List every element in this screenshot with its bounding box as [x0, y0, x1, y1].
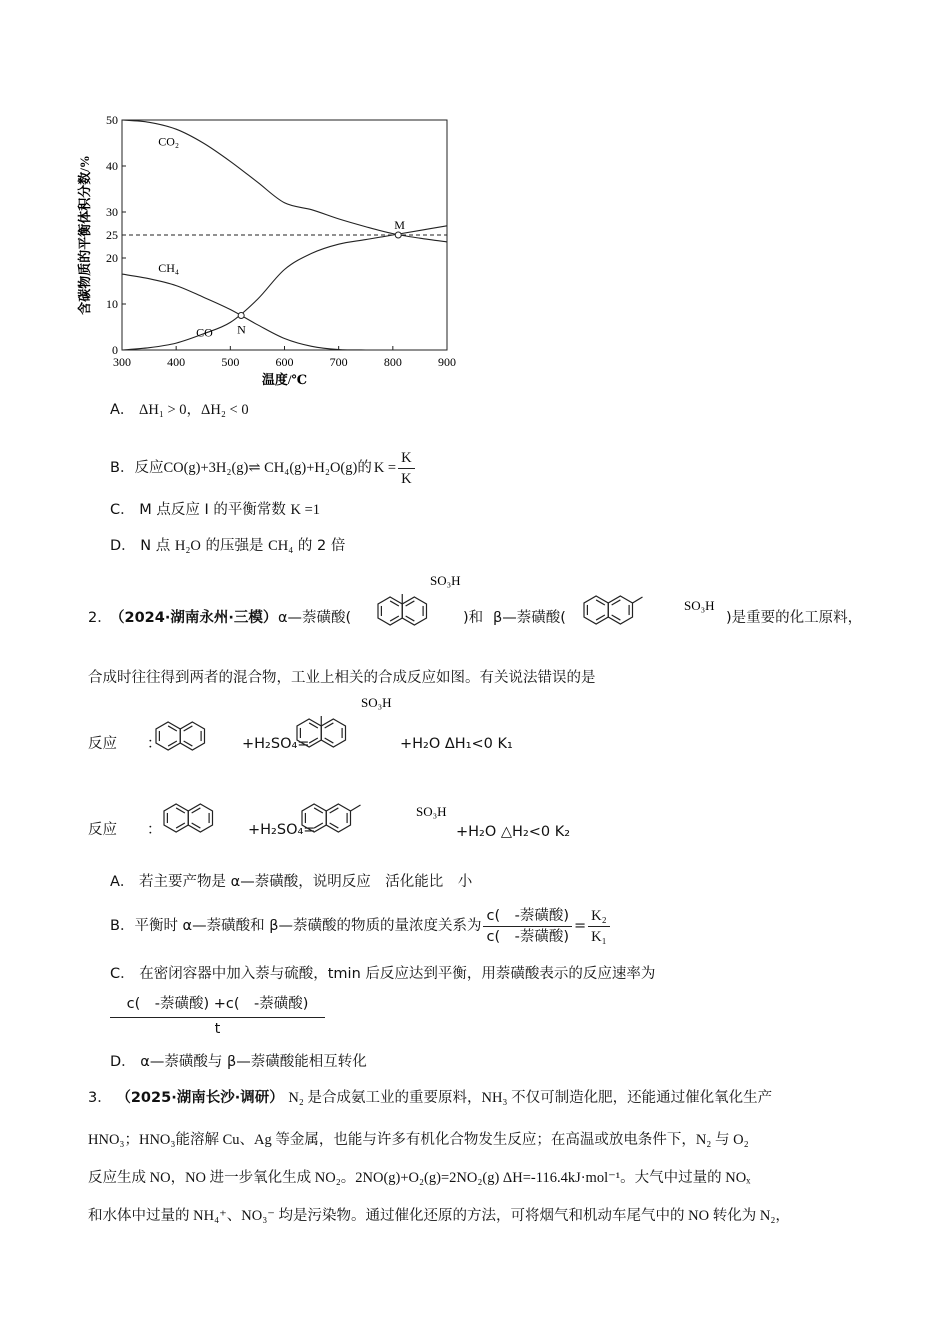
fraction-numerator: c( -萘磺酸) +c( -萘磺酸) — [110, 994, 325, 1018]
question-source: （2024·湖南永州·三模） — [110, 610, 278, 626]
question-number: 2． — [88, 610, 112, 626]
reaction-1-product — [295, 695, 395, 784]
point-label-n: N — [237, 322, 246, 337]
x-tick-label: 800 — [383, 355, 402, 369]
q1-b-pre: 反应 — [134, 460, 164, 476]
reaction-1-tail: +H₂O ΔH₁<0 K₁ — [400, 736, 513, 752]
reaction-2-plus-h2so4: +H₂SO₄= — [248, 822, 316, 838]
y-tick-label: 30 — [106, 205, 118, 219]
rxn-label: 反应 — [88, 822, 117, 838]
fraction-denominator: K₁ — [591, 928, 607, 945]
q1-d-ch4: CH₄ — [268, 538, 294, 554]
option-letter: B． — [110, 918, 135, 934]
q1-a-text: ΔH₁ > 0，ΔH₂ < 0 — [139, 402, 249, 418]
q3-line1-text: N₂ 是合成氨工业的重要原料，NH₃ 不仅可制造化肥，还能通过催化氧化生产 — [288, 1090, 773, 1106]
q2-b-k-fraction — [588, 906, 610, 947]
rxn-colon: ： — [147, 822, 162, 838]
q2-a-text: 若主要产物是 α—萘磺酸，说明反应 活化能比 小 — [139, 874, 473, 890]
x-tick-label: 500 — [221, 355, 240, 369]
sulfonic-bond — [632, 597, 642, 603]
q2-line2: 合成时往往得到两者的混合物，工业上相关的合成反应如图。有关说法错误的是 — [88, 670, 596, 686]
y-tick-label: 10 — [106, 297, 118, 311]
sulfonic-bond — [350, 805, 360, 811]
option-letter: D． — [110, 538, 136, 554]
point-marker-m — [395, 232, 401, 238]
q2-c-fraction — [110, 994, 325, 1039]
alpha-name: α—萘磺酸( — [278, 610, 352, 626]
chart-canvas — [75, 108, 475, 393]
q1-b-mid: 的 — [357, 460, 372, 476]
equals-sign: = — [574, 918, 587, 934]
q2-option-d — [110, 1052, 367, 1072]
q2-d-text: α—萘磺酸与 β—萘磺酸能相互转化 — [140, 1054, 367, 1070]
reaction-2-naphthalene — [160, 800, 255, 864]
y-tick-label: 40 — [106, 159, 118, 173]
y-tick-label: 25 — [106, 228, 118, 242]
x-tick-label: 700 — [329, 355, 348, 369]
x-tick-label: 300 — [113, 355, 131, 369]
fraction-numerator: c( -萘磺酸) — [483, 906, 572, 927]
q2-b-text: 平衡时 α—萘磺酸和 β—萘磺酸的物质的量浓度关系为 — [134, 918, 482, 934]
beta-naphthalenesulfonic-acid-structure — [578, 590, 728, 654]
option-letter: C． — [110, 966, 135, 982]
q3-line3: 反应生成 NO，NO 进一步氧化生成 NO₂。2NO(g)+O₂(g)=2NO₂(g) ΔH=-116.4kJ·mol⁻¹。大气中过量的 NOₓ — [88, 1170, 751, 1186]
rxn-label: 反应 — [88, 736, 117, 752]
x-tick-label: 600 — [275, 355, 294, 369]
alpha-close: )和 — [463, 610, 484, 626]
reaction-2-product — [298, 800, 463, 864]
y-tick-label: 0 — [112, 343, 118, 357]
q3-line1 — [88, 1088, 772, 1108]
rxn-colon: ： — [147, 736, 162, 752]
so3h-label: SO₃H — [684, 598, 715, 613]
question-source: （2025·湖南长沙·调研） — [116, 1090, 284, 1106]
y-tick-label: 20 — [106, 251, 118, 265]
so3h-label: SO₃H — [430, 573, 461, 588]
point-marker-n — [238, 313, 244, 319]
q1-b-equation: CO(g)+3H₂(g)⇌ CH₄(g)+H₂O(g) — [163, 460, 358, 476]
y-axis-label: 含碳物质的平衡体积分数/% — [77, 155, 92, 315]
reaction-1-naphthalene — [152, 718, 244, 778]
series-line-co — [122, 226, 447, 350]
q1-d-text1: N 点 — [140, 538, 171, 554]
series-label-ch4: CH₄ — [158, 261, 180, 276]
fraction-denominator: c( -萘磺酸) — [486, 928, 570, 945]
so3h-label: SO₃H — [416, 804, 447, 819]
q2-b-fraction — [483, 906, 572, 947]
fraction-denominator: K — [401, 470, 412, 487]
reaction-1-label — [88, 734, 162, 754]
x-tick-label: 400 — [167, 355, 186, 369]
so3h-label: SO₃H — [361, 695, 392, 710]
q3-line4: 和水体中过量的 NH₄⁺、NO₃⁻ 均是污染物。通过催化还原的方法，可将烟气和机动车尾气中的 NO 转化为 N₂， — [88, 1208, 790, 1224]
q1-option-d — [110, 536, 345, 556]
q1-b-fraction — [398, 448, 414, 489]
y-tick-label: 50 — [106, 113, 118, 127]
option-letter: D． — [110, 1054, 136, 1070]
q1-option-a — [110, 400, 249, 420]
reaction-2-label — [88, 820, 162, 840]
q3-line2: HNO₃；HNO₃能溶解 Cu、Ag 等金属，也能与许多有机化合物发生反应；在高温或放电条件下，N₂ 与 O₂ — [88, 1132, 749, 1148]
reaction-2-tail: +H₂O △H₂<0 K₂ — [456, 824, 571, 840]
option-letter: C． — [110, 502, 135, 518]
beta-name: β—萘磺酸( — [493, 610, 566, 626]
reaction-1-plus-h2so4: +H₂SO₄= — [242, 736, 310, 752]
q2-line1 — [88, 604, 878, 644]
question-number: 3． — [88, 1090, 112, 1106]
series-label-co: CO — [196, 325, 213, 340]
q1-d-h2o: H₂O — [174, 538, 201, 554]
option-letter: A． — [110, 402, 135, 418]
q1-c-text: M 点反应 I 的平衡常数 — [139, 502, 286, 518]
q2-option-b — [110, 906, 612, 946]
equilibrium-chart — [75, 108, 475, 397]
q1-b-k: K = — [373, 460, 397, 476]
q1-d-text3: 的 2 倍 — [297, 538, 346, 554]
x-axis-label: 温度/℃ — [261, 372, 308, 387]
q1-c-k: K =1 — [290, 502, 320, 518]
fraction-numerator: K — [398, 448, 414, 469]
option-letter: B． — [110, 460, 135, 476]
q2-c-text: 在密闭容器中加入萘与硫酸，tmin 后反应达到平衡，用萘磺酸表示的反应速率为 — [139, 966, 656, 982]
q2-option-a — [110, 872, 472, 892]
q1-d-text2: 的压强是 — [205, 538, 264, 554]
fraction-numerator: K₂ — [588, 906, 610, 927]
q2-option-c — [110, 964, 655, 984]
point-label-m: M — [394, 218, 405, 232]
q1-option-c — [110, 500, 320, 520]
beta-close: )是重要的化工原料， — [726, 610, 863, 626]
option-letter: A． — [110, 874, 135, 890]
alpha-naphthalenesulfonic-acid-structure — [370, 575, 470, 659]
q1-option-b — [110, 448, 417, 488]
x-tick-label: 900 — [438, 355, 456, 369]
fraction-denominator: t — [214, 1021, 221, 1037]
series-label-co2: CO₂ — [158, 134, 180, 149]
